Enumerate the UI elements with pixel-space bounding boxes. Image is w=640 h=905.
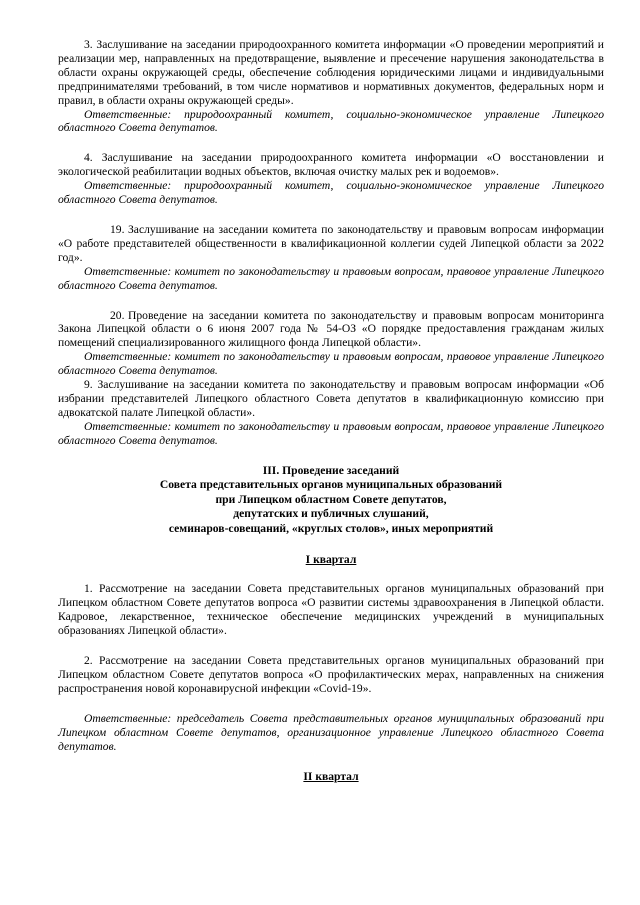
section-heading-line-4: депутатских и публичных слушаний, <box>233 507 429 521</box>
section-heading-line-2: Совета представительных органов муниципальных образований <box>159 478 503 492</box>
item-19-number: 19. <box>110 222 125 236</box>
quarter-2-heading: II квартал <box>303 769 359 783</box>
item-19-body: Заслушивание на заседании комитета по законодательству и правовым вопросам информации «О работе представителей общественности в квалификационной коллегии судей Липецкой области за 2022 год». <box>58 222 604 264</box>
item-20-responsible: Ответственные: комитет по законодательству и правовым вопросам, правовое управление Липецкого областного Совета депутатов. <box>58 350 604 378</box>
item-3-responsible: Ответственные: природоохранный комитет, социально-экономическое управление Липецкого областного Совета депутатов. <box>58 107 604 135</box>
q1-responsible: Ответственные: председатель Совета представительных органов муниципальных образований при Липецком областном Совете депутатов, организационное управление Липецкого областного Совета депутатов. <box>58 711 604 753</box>
item-20-number: 20. <box>110 308 125 322</box>
item-19-responsible: Ответственные: комитет по законодательству и правовым вопросам, правовое управление Липецкого областного Совета депутатов. <box>58 264 604 292</box>
item-9-responsible: Ответственные: комитет по законодательству и правовым вопросам, правовое управление Липецкого областного Совета депутатов. <box>58 419 604 447</box>
section-heading <box>58 464 604 537</box>
section-heading-line-3: при Липецком областном Совете депутатов, <box>215 492 447 506</box>
document-page <box>58 38 604 783</box>
item-9-text: 9. Заслушивание на заседании комитета по законодательству и правовым вопросам информации «Об избрании представителей Липецкого областного Совета депутатов в квалификационную комиссию при адвокатской палате Липецкой области». <box>58 378 604 419</box>
quarter-1-heading: I квартал <box>305 552 357 566</box>
item-4-responsible: Ответственные: природоохранный комитет, социально-экономическое управление Липецкого областного Совета депутатов. <box>58 179 604 207</box>
item-20-body: Проведение на заседании комитета по законодательству и правовым вопросам мониторинга Закона Липецкой области о 6 июня 2007 года № 54-ОЗ «О порядке предоставления гражданам жилых помещений специализированного жилищного фонда Липецкой области». <box>58 308 604 350</box>
item-4-text: 4. Заслушивание на заседании природоохранного комитета информации «О восстановлении и экологической реабилитации водных объектов, включая очистку малых рек и водоемов». <box>58 151 604 179</box>
q1-item-1: 1. Рассмотрение на заседании Совета представительных органов муниципальных образований при Липецком областном Совете депутатов вопроса «О развитии системы здравоохранения в Липецкой области. Кадровое, лекарственное, техническое обеспечение медицинских учреждений в муниципальных образованиях Липецкой области». <box>58 582 604 638</box>
item-19-text <box>58 223 604 265</box>
section-heading-line-5: семинаров-совещаний, «круглых столов», иных мероприятий <box>168 521 494 535</box>
q1-item-2: 2. Рассмотрение на заседании Совета представительных органов муниципальных образований при Липецком областном Совете депутатов вопроса «О профилактических мерах, направленных на снижения распространения новой коронавирусной инфекции «Covid-19». <box>58 654 604 695</box>
item-3-text: 3. Заслушивание на заседании природоохранного комитета информации «О проведении мероприятий и реализации мер, направленных на предотвращение, выявление и пресечение нарушения законодательства в области охраны окружающей среды, обеспечение соблюдения юридическими лицами и индивидуальными предпринимателями требований, в том числе нормативов и нормативных документов, федеральных норм и правил, в области охраны окружающей среды». <box>58 38 604 107</box>
item-20-text <box>58 309 604 351</box>
section-heading-line-1: III. Проведение заседаний <box>262 463 400 477</box>
